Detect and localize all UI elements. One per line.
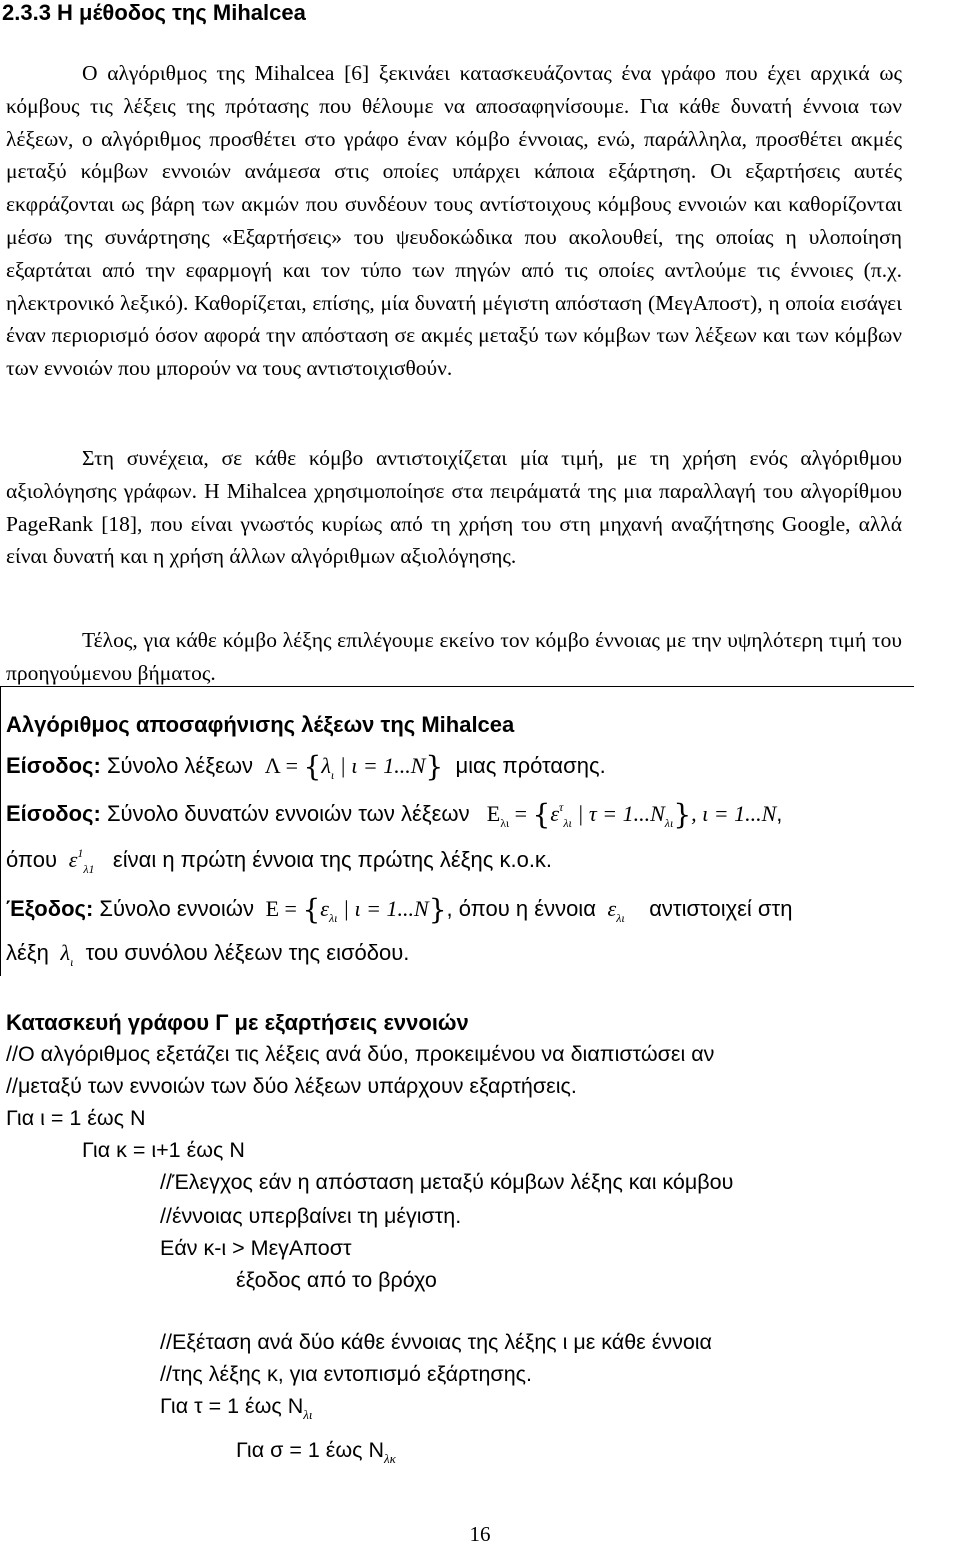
paragraph-1: Ο αλγόριθμος της Mihalcea [6] ξεκινάει κατασκευάζοντας ένα γράφο που έχει αρχικά ως κόμβους τις λέξεις της πρότασης που θέλουμε να αποσαφηνίσουμε. Για κάθε δυνατή έννοια των λέξεων, ο αλγόριθμος προσθέτει στο γράφο έναν κόμβο έννοιας, ενώ, παράλληλα, προσθέτει ακμές μεταξύ κόμβων εννοιών ανάμεσα στις οποίες υπάρχει κάποια εξάρτηση. Οι εξαρτήσεις αυτές εκφράζονται ως βάρη των ακμών που συνδέουν τους αντίστοιχους κόμβους εννοιών και καθορίζονται μέσω της συνάρτησης «Εξαρτήσεις» του ψευδοκώδικα που ακολουθεί, της οποίας η υλοποίηση εξαρτάται από την εφαρμογή και τον τύπο των πηγών από τις οποίες αντλούμε τις έννοιες (π.χ. ηλεκτρονικό λεξικό). Καθορίζεται, επίσης, μία δυνατή μέγιστη απόσταση (ΜεγΑποστ), η οποία εισάγει έναν περιορισμό όσον αφορά την απόσταση σε ακμές μεταξύ των κόμβων των λέξεων και των κόμβων των εννοιών που μπορούν να τους αντιστοιχισθούν. <box>6 61 902 381</box>
algorithm-title: Αλγόριθμος αποσαφήνισης λέξεων της Mihalcea <box>6 712 515 737</box>
algorithm-input-2: Είσοδος: Σύνολο δυνατών εννοιών των λέξεων $E_{\lambda\iota} = \{\varepsilon^\tau_{\lambda\iota}$ | $\tau = 1...N_{\lambda\iota}$}, ι = 1...Ν, <box>6 798 783 831</box>
code-line-5: //Έλεγχος εάν η απόσταση μεταξύ κόμβων λέξης και κόμβου <box>160 1170 734 1194</box>
code-line-4: Για κ = ι+1 έως Ν <box>82 1138 245 1162</box>
code-line-9: //Εξέταση ανά δύο κάθε έννοιας της λέξης ι με κάθε έννοια <box>160 1330 712 1354</box>
code-line-11: Για τ = 1 έως $N_{\lambda\iota}$ <box>160 1394 313 1422</box>
code-line-2: //μεταξύ των εννοιών των δύο λέξεων υπάρχουν εξαρτήσεις. <box>6 1074 577 1098</box>
code-line-10: //της λέξης κ, για εντοπισμό εξάρτησης. <box>160 1362 532 1386</box>
code-line-8: έξοδος από το βρόχο <box>236 1268 437 1292</box>
page-number: 16 <box>469 1522 491 1546</box>
code-line-7: Εάν κ-ι > ΜεγΑποστ <box>160 1236 352 1260</box>
code-line-1: //Ο αλγόριθμος εξετάζει τις λέξεις ανά δύο, προκειμένου να διαπιστώσει αν <box>6 1042 715 1066</box>
code-line-12: Για σ = 1 έως $N_{\lambda\kappa}$ <box>236 1438 396 1466</box>
algorithm-input-2-note: όπου $\varepsilon^1_{\lambda 1}$ είναι η πρώτη έννοια της πρώτης λέξης κ.ο.κ. <box>6 846 553 876</box>
paragraph-3: Τέλος, για κάθε κόμβο λέξης επιλέγουμε εκείνο τον κόμβο έννοιας με την υψηλότερη τιμή του προηγούμενου βήματος. <box>6 628 902 685</box>
construction-title: Κατασκευή γράφου Γ με εξαρτήσεις εννοιών <box>6 1010 469 1035</box>
paragraph-2: Στη συνέχεια, σε κάθε κόμβο αντιστοιχίζεται μία τιμή, με τη χρήση ενός αλγόριθμου αξιολόγησης γράφων. Η Mihalcea χρησιμοποίησε στα πειράματά της μια παραλλαγή του αλγορίθμου PageRank [18], που είναι γνωστός κυρίως από τη χρήση του στη μηχανή αναζήτησης Google, αλλά είναι δυνατή και η χρήση άλλων αλγόριθμων αξιολόγησης. <box>6 446 902 569</box>
section-heading: 2.3.3 Η μέθοδος της Mihalcea <box>2 0 306 25</box>
algorithm-output: Έξοδος: Σύνολο εννοιών $E = \{\varepsilon_{\lambda\iota}$ | ι = 1...Ν}, όπου η έννοια $\varepsilon_{\lambda\iota}$ αντιστοιχεί στη <box>6 893 793 926</box>
code-line-6: //έννοιας υπερβαίνει τη μέγιστη. <box>160 1204 462 1228</box>
code-line-3: Για ι = 1 έως Ν <box>6 1106 146 1130</box>
algorithm-output-line-2: λέξη $\lambda_\iota$ του συνόλου λέξεων της εισόδου. <box>6 940 410 969</box>
algorithm-input-1: Είσοδος: Σύνολο λέξεων $\Lambda = \{\lambda_\iota$ | ι = 1...N} μιας πρότασης. <box>6 750 606 783</box>
